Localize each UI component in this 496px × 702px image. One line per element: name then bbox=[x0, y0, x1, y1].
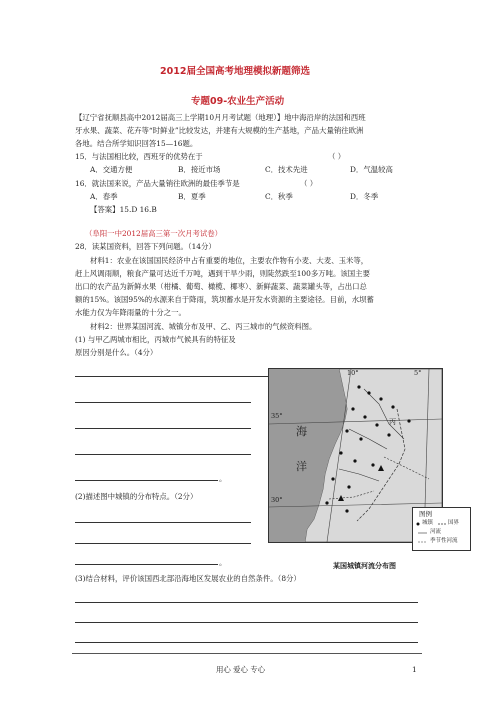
answer-line: 【答案】15.D 16.B bbox=[90, 205, 157, 214]
material2: 材料2：世界某国河流、城镇分布及甲、乙、丙三城市的气候资料图。 bbox=[90, 322, 317, 331]
answer-line-6[interactable] bbox=[75, 522, 251, 523]
legend-seasonal-river: 季节性河流 bbox=[430, 538, 458, 544]
answer-line-10[interactable] bbox=[75, 622, 418, 623]
material1-line-2: 赶上风调雨顺，粮食产量可达近千万吨，遇到干旱少雨，则陡然跌至100多万吨。该国主要 bbox=[75, 269, 370, 278]
material1-line-4: 额的15%。该国95%的水源来自于降雨，筑坝蓄水是开发水资源的主要途径。目前，水坝蓄 bbox=[75, 295, 374, 304]
topic-title: 专题09-农业生产活动 bbox=[191, 96, 285, 107]
sub3-stem: (3)结合材料，评价该国西北部沿海地区发展农业的自然条件。（8分） bbox=[75, 574, 301, 583]
footer-rule bbox=[72, 653, 422, 654]
answer-line-2[interactable] bbox=[75, 402, 251, 403]
intro-line-1: 【辽宁省抚顺县高中2012届高三上学期10月月考试题（地理）】地中海沿岸的法国和西班 bbox=[75, 113, 366, 122]
q16-option-b: B．夏季 bbox=[178, 192, 206, 201]
q16-option-d: D．冬季 bbox=[350, 192, 379, 201]
q15-stem: 15．与法国相比较，西班牙的优势在于 bbox=[75, 152, 203, 161]
legend-town: 城镇 bbox=[422, 520, 434, 526]
map-caption: 某国城镇河流分布图 bbox=[333, 561, 396, 570]
label-sea-1: 海 bbox=[296, 425, 307, 438]
town bbox=[345, 509, 348, 512]
town bbox=[391, 405, 394, 408]
label-lat-35: 35° bbox=[271, 412, 283, 420]
q15-option-c: C．技术先进 bbox=[265, 165, 308, 174]
q16-option-a: A．春季 bbox=[90, 192, 118, 201]
q28-stem: 28．读某国资料，回答下列问题。（14分） bbox=[75, 242, 216, 251]
q15-option-d: D．气温较高 bbox=[350, 165, 393, 174]
material1-line-1: 材料1：农业在该国国民经济中占有重要的地位，主要农作物有小麦、大麦、玉米等， bbox=[90, 256, 369, 265]
town bbox=[363, 415, 366, 418]
label-lat-30: 30° bbox=[271, 496, 283, 504]
town bbox=[345, 429, 348, 432]
town bbox=[367, 391, 370, 394]
period-2: 。 bbox=[219, 558, 227, 567]
town bbox=[371, 463, 374, 466]
answer-line-8[interactable] bbox=[75, 564, 218, 565]
answer-line-11[interactable] bbox=[75, 642, 418, 643]
answer-line-1[interactable] bbox=[75, 376, 285, 377]
answer-line-4[interactable] bbox=[75, 454, 251, 455]
town bbox=[359, 437, 362, 440]
footer-text: 用心 爱心 专心 bbox=[216, 665, 266, 674]
q15-option-b: B．接近市场 bbox=[178, 165, 221, 174]
q16-bracket: （ ） bbox=[300, 179, 318, 188]
sub1-line-2: 原因分别是什么。（4分） bbox=[75, 348, 158, 357]
town bbox=[339, 451, 342, 454]
q15-bracket: （ ） bbox=[328, 152, 346, 161]
town bbox=[387, 433, 390, 436]
town bbox=[379, 397, 382, 400]
sub1-line-1: (1) 与甲乙两城市相比，丙城市气候具有的特征及 bbox=[75, 335, 236, 344]
label-sea-2: 洋 bbox=[296, 460, 307, 473]
answer-line-5[interactable] bbox=[75, 480, 218, 481]
legend-border: 国界 bbox=[448, 520, 460, 526]
town bbox=[407, 419, 410, 422]
page-number: 1 bbox=[412, 665, 417, 674]
period-1: 。 bbox=[219, 474, 227, 483]
legend-title: 图例 bbox=[419, 510, 432, 518]
label-lon-5: 5° bbox=[414, 369, 422, 377]
map-legend bbox=[412, 507, 471, 551]
q16-stem: 16．就法国来说，产品大量销往欧洲的最佳季节是 bbox=[75, 179, 240, 188]
town bbox=[357, 385, 360, 388]
intro-line-3: 各地。结合所学知识回答15—16题。 bbox=[75, 139, 198, 148]
town bbox=[375, 423, 378, 426]
q15-option-a: A．交通方便 bbox=[90, 165, 133, 174]
town bbox=[351, 407, 354, 410]
town bbox=[325, 501, 328, 504]
legend-town-symbol bbox=[417, 523, 420, 526]
doc-title: 2012届全国高考地理模拟新题筛选 bbox=[160, 66, 310, 77]
answer-line-3[interactable] bbox=[75, 428, 251, 429]
town bbox=[331, 477, 334, 480]
legend-river: 河流 bbox=[430, 529, 442, 535]
answer-line-9[interactable] bbox=[75, 602, 418, 603]
material1-line-3: 出口的农产品为新鲜水果（柑橘、葡萄、橄榄、椰枣）、新鲜蔬菜、蔬菜罐头等，占出口总 bbox=[75, 282, 367, 291]
q16-option-c: C．秋季 bbox=[265, 192, 293, 201]
label-lon-10: 10° bbox=[347, 369, 359, 377]
source-note: （阜阳一中2012届高三第一次月考试卷） bbox=[85, 229, 223, 238]
intro-line-2: 牙水果、蔬菜、花卉等“时鲜业”比较发达，并建有大规模的生产基地，产品大量销往欧洲 bbox=[75, 126, 364, 135]
answer-line-7[interactable] bbox=[75, 543, 251, 544]
material1-line-5: 水能力仅为年降雨量的十分之一。 bbox=[75, 308, 186, 317]
town bbox=[347, 485, 350, 488]
town bbox=[353, 459, 356, 462]
sub2-stem: (2)描述图中城镇的分布特点。（2分） bbox=[75, 492, 198, 501]
label-city-bing: 丙 bbox=[389, 418, 396, 426]
